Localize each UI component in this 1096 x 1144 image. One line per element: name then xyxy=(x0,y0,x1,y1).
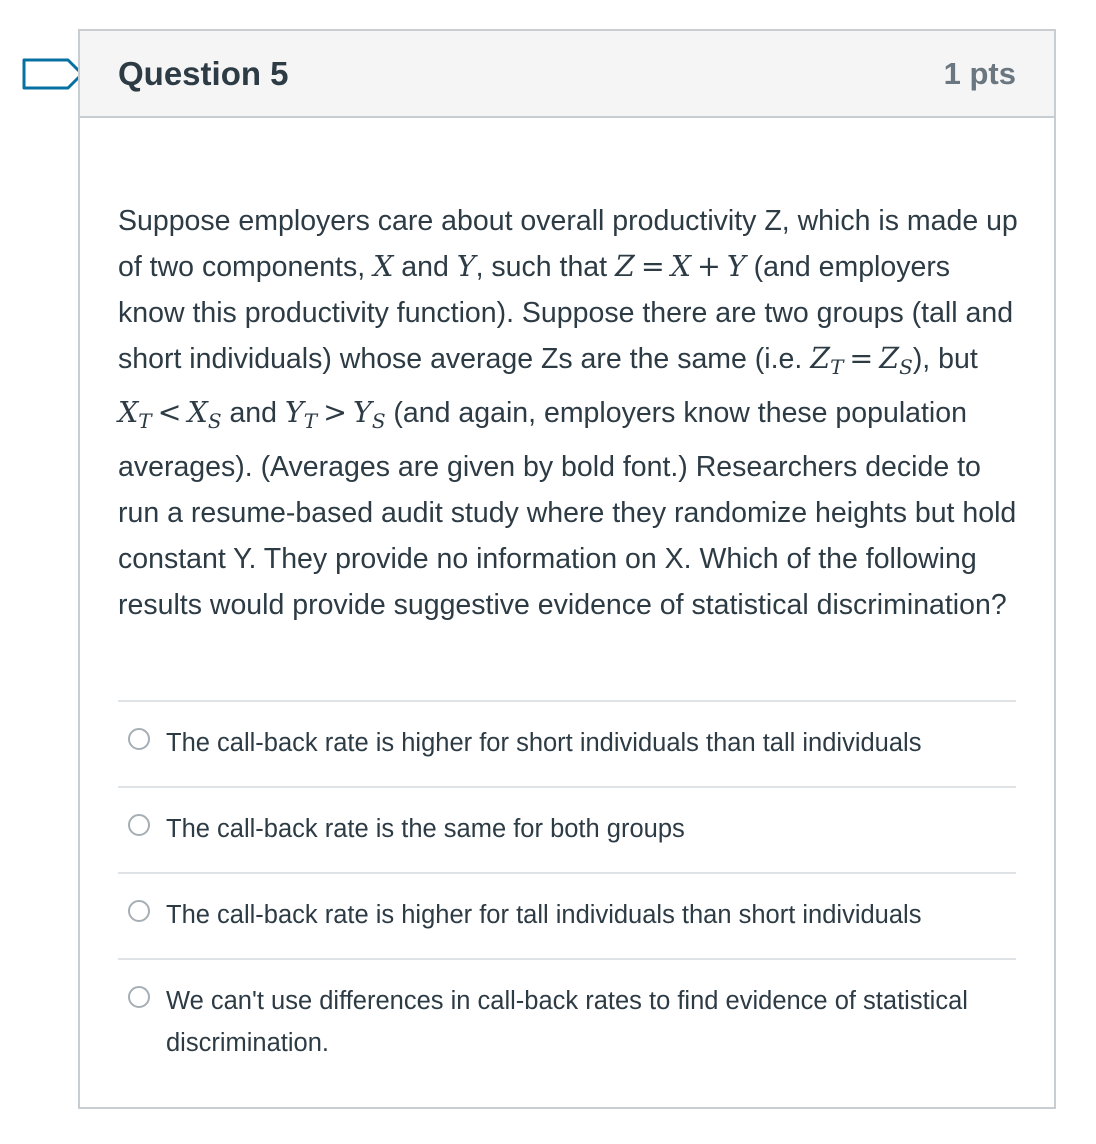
answer-label: The call-back rate is the same for both groups xyxy=(166,815,685,843)
prompt-text: Suppose employers care about overall productivity Z, which is made up of two components, xyxy=(118,205,1018,283)
radio-button[interactable] xyxy=(128,814,150,836)
math-less-than: < xyxy=(157,396,182,429)
math-greater-than: > xyxy=(323,396,347,429)
question-body xyxy=(80,198,1054,1086)
question-card xyxy=(78,29,1056,1109)
question-prompt xyxy=(118,198,1018,628)
math-x: X xyxy=(373,250,394,283)
prompt-text: and xyxy=(393,251,457,283)
math-subscript-s: S xyxy=(207,409,222,433)
question-points: 1 pts xyxy=(943,55,1016,91)
answer-list xyxy=(118,700,1016,1086)
math-equals: = xyxy=(640,250,665,283)
math-subscript-t: T xyxy=(830,355,844,379)
radio-button[interactable] xyxy=(128,728,150,750)
flag-question-icon[interactable] xyxy=(22,58,86,90)
math-z: Z xyxy=(810,342,831,375)
answer-option-4[interactable] xyxy=(118,960,1016,1086)
math-x: X xyxy=(187,396,208,429)
prompt-text: , such that xyxy=(475,251,615,283)
math-x: X xyxy=(670,250,691,283)
math-y: Y xyxy=(456,250,476,283)
prompt-text: (and employers know this productivity function). Suppose there are two groups (tall and short individuals) whose average Zs are the same (i.e. xyxy=(118,251,1014,375)
math-subscript-s: S xyxy=(899,355,913,379)
math-x: X xyxy=(118,396,139,429)
answer-label: The call-back rate is higher for tall individuals than short individuals xyxy=(166,901,922,929)
answer-option-1[interactable] xyxy=(118,702,1016,788)
question-header xyxy=(80,31,1054,118)
math-y: Y xyxy=(352,396,372,429)
prompt-text: and xyxy=(221,397,285,429)
answer-option-3[interactable] xyxy=(118,874,1016,960)
answer-option-2[interactable] xyxy=(118,788,1016,874)
math-subscript-t: T xyxy=(138,409,152,433)
answer-label: We can't use differences in call-back rates to find evidence of statistical discrimination. xyxy=(166,987,968,1057)
math-y: Y xyxy=(726,250,746,283)
math-z: Z xyxy=(615,250,635,283)
math-plus: + xyxy=(697,250,721,283)
prompt-text: (and again, employers know these population averages). (Averages are given by bold font.) Researchers decide to run a resume-based audit study where they randomize heights but hold constant Y. They provide no information on X. Which of the following results would provide suggestive evidence of statistical discrimination? xyxy=(118,397,1017,621)
question-title: Question 5 xyxy=(118,54,289,92)
math-z: Z xyxy=(879,342,900,375)
answer-label: The call-back rate is higher for short individuals than tall individuals xyxy=(166,729,922,757)
radio-button[interactable] xyxy=(128,986,150,1008)
math-subscript-s: S xyxy=(371,409,386,433)
math-equals: = xyxy=(849,342,874,375)
prompt-text: ), but xyxy=(912,343,978,375)
radio-button[interactable] xyxy=(128,900,150,922)
math-subscript-t: T xyxy=(303,409,318,433)
math-y: Y xyxy=(284,396,304,429)
